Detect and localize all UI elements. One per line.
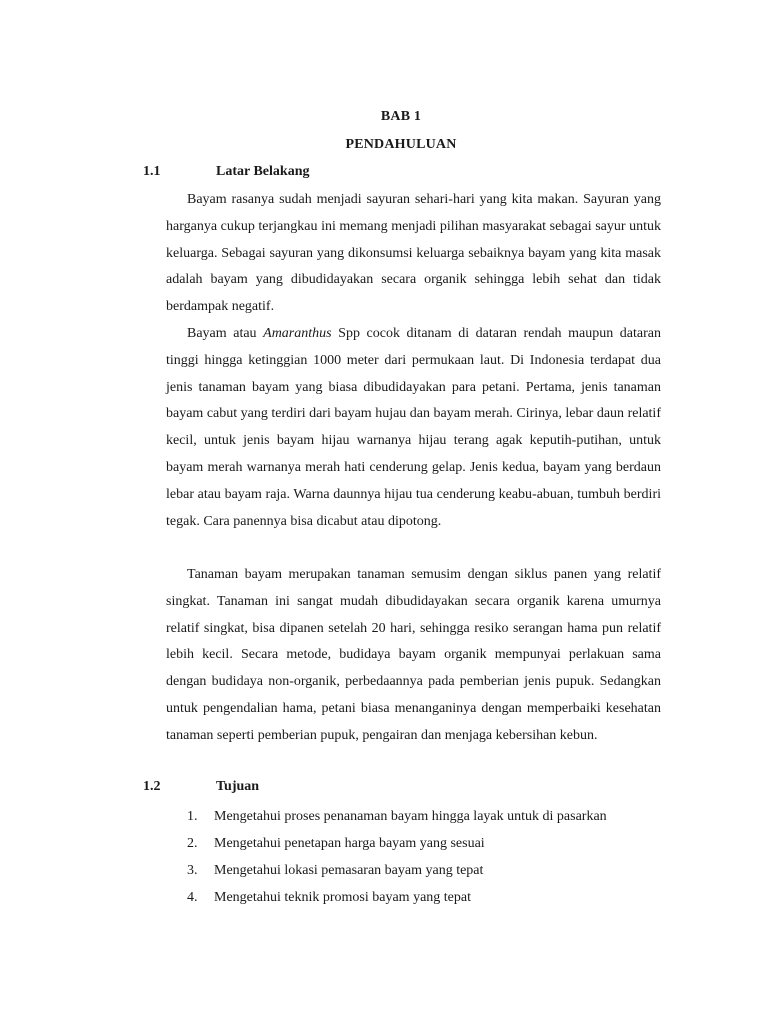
list-item-text: Mengetahui lokasi pemasaran bayam yang tepat: [214, 863, 484, 878]
paragraph-text: Bayam atau: [187, 326, 264, 341]
paragraph: [166, 187, 661, 321]
list-item: [187, 803, 607, 830]
section-title: Tujuan: [216, 779, 260, 794]
section-heading-tujuan: [143, 779, 259, 795]
list-item-text: Mengetahui teknik promosi bayam yang tepat: [214, 890, 471, 905]
list-number: 1.: [187, 809, 198, 824]
paragraph-text: Spp cocok ditanam di dataran rendah maupun dataran tinggi hingga ketinggian 1000 meter dari permukaan laut. Di Indonesia terdapat dua jenis tanaman bayam yang biasa dibudidayakan para petani. Pertama, jenis tanaman bayam cabut yang terdiri dari bayam hujau dan bayam merah. Cirinya, lebar daun relatif kecil, untuk jenis bayam hijau warnanya hijau terang agak keputih-putihan, untuk bayam merah warnanya merah hati cenderung gelap. Jenis kedua, bayam yang berdaun lebar atau bayam raja. Warna daunnya hijau tua cenderung keabu-abuan, tumbuh berdiri tegak. Cara panennya bisa dicabut atau dipotong.: [166, 326, 661, 529]
paragraph-text: Bayam rasanya sudah menjadi sayuran sehari-hari yang kita makan. Sayuran yang harganya cukup terjangkau ini memang menjadi pilihan masyarakat sebagai sayur untuk keluarga. Sebagai sayuran yang dikonsumsi keluarga sebaiknya bayam yang kita masak adalah bayam yang dibudidayakan secara organik sehingga lebih sehat dan tidak berdampak negatif.: [166, 192, 661, 315]
chapter-number: BAB 1: [380, 109, 422, 124]
section-heading-latar-belakang: [143, 164, 309, 180]
list-item: [187, 857, 607, 884]
list-item-text: Mengetahui proses penanaman bayam hingga layak untuk di pasarkan: [214, 809, 607, 824]
chapter-title: PENDAHULUAN: [345, 137, 457, 152]
list-number: 4.: [187, 890, 198, 905]
paragraph-text: Tanaman bayam merupakan tanaman semusim dengan siklus panen yang relatif singkat. Tanaman ini sangat mudah dibudidayakan secara organik karena umurnya relatif singkat, bisa dipanen setelah 20 hari, sehingga resiko serangan hama pun relatif lebih kecil. Secara metode, budidaya bayam organik mempunyai perlakuan sama dengan budidaya non-organik, perbedaannya pada pemberian jenis pupuk. Sedangkan untuk pengendalian hama, petani biasa menanganinya dengan memperbaiki kesehatan tanaman seperti pemberian pupuk, pengairan dan menjaga kebersihan kebun.: [166, 567, 661, 743]
list-item: [187, 830, 607, 857]
list-item: [187, 884, 607, 911]
scientific-name: Amaranthus: [263, 326, 332, 341]
section-title: Latar Belakang: [216, 164, 310, 179]
list-number: 2.: [187, 836, 198, 851]
section-number: 1.2: [143, 779, 161, 794]
objectives-list: [187, 803, 607, 911]
paragraph: [166, 321, 661, 535]
list-number: 3.: [187, 863, 198, 878]
list-item-text: Mengetahui penetapan harga bayam yang sesuai: [214, 836, 485, 851]
section-number: 1.1: [143, 164, 161, 179]
paragraph: [166, 562, 661, 750]
